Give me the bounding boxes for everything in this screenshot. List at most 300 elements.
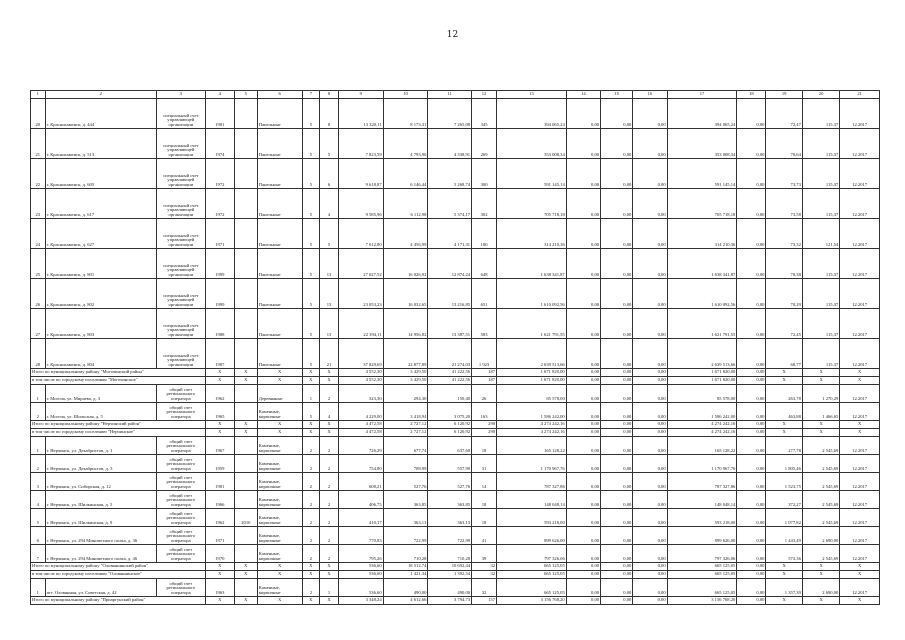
table-cell: 12.2017: [840, 339, 880, 369]
table-cell: 7 265,08: [428, 99, 472, 129]
table-cell: 12.2017: [840, 385, 880, 403]
table-cell: [234, 129, 257, 159]
table-cell: 18: [472, 437, 497, 455]
table-cell: Панельные: [257, 129, 302, 159]
table-cell: общий счет регионального оператора: [156, 437, 205, 455]
table-cell: 363,85: [428, 491, 472, 509]
table-cell: 797 326,06: [497, 545, 567, 563]
table-cell: 1 621 791,55: [497, 309, 567, 339]
total-row: [31, 571, 880, 579]
table-cell: 115,37: [802, 129, 839, 159]
total-cell: Х: [320, 377, 339, 385]
table-cell: 31: [472, 455, 497, 473]
table-cell: 1987: [205, 339, 234, 369]
total-label: Итого по муниципальному району "Нерчинский район": [31, 421, 206, 429]
table-cell: 0,00: [601, 339, 633, 369]
table-cell: 0,00: [633, 385, 667, 403]
total-cell: 665 125,05: [667, 563, 737, 571]
table-cell: 0,00: [633, 437, 667, 455]
table-cell: 22 877,89: [383, 339, 428, 369]
total-cell: 18 512,74: [383, 563, 428, 571]
table-cell: 12.2017: [840, 527, 880, 545]
header-cell: 17: [667, 91, 737, 99]
table-cell: 1: [31, 437, 46, 455]
table-cell: Каменные, кирпичные: [257, 579, 302, 597]
table-cell: 7 012,80: [338, 219, 383, 249]
table-cell: 899 626,00: [667, 527, 737, 545]
table-cell: специальный счет управляющей организации: [156, 159, 205, 189]
table-cell: 0,00: [633, 403, 667, 421]
table-cell: 12.2017: [840, 99, 880, 129]
total-cell: 290: [472, 429, 497, 437]
table-cell: Панельные: [257, 309, 302, 339]
table-cell: 2 639 513,66: [497, 339, 567, 369]
table-cell: 5: [302, 339, 320, 369]
total-cell: Х: [320, 597, 339, 605]
table-cell: 1 170 967,76: [497, 455, 567, 473]
table-cell: 12.2017: [840, 219, 880, 249]
table-cell: 0,00: [737, 189, 766, 219]
total-cell: Х: [234, 597, 257, 605]
table-cell: 18: [472, 491, 497, 509]
total-cell: 0,00: [601, 571, 633, 579]
table-cell: 5: [302, 189, 320, 219]
total-cell: Х: [840, 421, 880, 429]
table-cell: 12.2017: [840, 403, 880, 421]
table-cell: 4: [31, 491, 46, 509]
table-cell: Панельные: [257, 99, 302, 129]
table-row: [31, 437, 880, 455]
total-cell: Х: [320, 429, 339, 437]
table-cell: [234, 385, 257, 403]
table-cell: 0,00: [566, 385, 600, 403]
table-cell: 527,76: [428, 473, 472, 491]
table-cell: г. Краснокаменск, д. 627: [45, 219, 156, 249]
table-cell: 1971: [205, 219, 234, 249]
table-cell: 12.2017: [840, 473, 880, 491]
table-cell: 1 610 092,56: [497, 279, 567, 309]
table-cell: 12.2017: [840, 189, 880, 219]
header-cell: 5: [234, 91, 257, 99]
table-cell: 2 545,69: [802, 473, 839, 491]
housing-register-table: [30, 90, 880, 605]
table-cell: 1962: [205, 509, 234, 527]
table-cell: 26: [472, 385, 497, 403]
table-cell: 72,45: [766, 309, 802, 339]
header-cell: 3: [156, 91, 205, 99]
total-cell: Х: [302, 563, 320, 571]
total-cell: Х: [257, 369, 302, 377]
table-cell: 9 585,96: [338, 189, 383, 219]
header-cell: 8: [320, 91, 339, 99]
table-cell: 0,00: [737, 279, 766, 309]
table-cell: 32: [472, 579, 497, 597]
total-cell: 1 671 820,00: [667, 377, 737, 385]
table-cell: 1999: [205, 249, 234, 279]
total-cell: 3 429,50: [383, 369, 428, 377]
table-cell: 0,00: [566, 309, 600, 339]
total-cell: 0,00: [566, 571, 600, 579]
table-cell: 705 718,18: [497, 189, 567, 219]
total-cell: Х: [205, 571, 234, 579]
total-cell: Х: [257, 597, 302, 605]
header-cell: 10: [383, 91, 428, 99]
table-cell: 37 829,69: [338, 339, 383, 369]
total-label: Итого по муниципальному району "Приаргунский район": [31, 597, 206, 605]
total-cell: 32: [472, 571, 497, 579]
total-cell: 4 552,30: [338, 369, 383, 377]
total-cell: 32: [472, 563, 497, 571]
table-cell: 4: [320, 189, 339, 219]
total-cell: Х: [205, 377, 234, 385]
table-cell: 0,00: [566, 579, 600, 597]
table-cell: 1981: [205, 99, 234, 129]
table-cell: 4 456,99: [383, 219, 428, 249]
table-cell: 637,60: [428, 437, 472, 455]
table-cell: Каменные, кирпичные: [257, 403, 302, 421]
table-cell: г. Нерчинск, ул. 294 Минометного полка, д. 46: [45, 545, 156, 563]
table-cell: 1 077,82: [766, 509, 802, 527]
table-cell: 0,00: [601, 129, 633, 159]
total-cell: Х: [840, 369, 880, 377]
total-cell: 0,00: [566, 421, 600, 429]
table-cell: 115,37: [802, 339, 839, 369]
table-cell: 0,00: [601, 527, 633, 545]
table-cell: 14 956,82: [383, 309, 428, 339]
header-cell: 21: [840, 91, 880, 99]
table-cell: 39: [472, 545, 497, 563]
table-cell: 5: [320, 129, 339, 159]
table-cell: специальный счет управляющей организации: [156, 219, 205, 249]
total-cell: Х: [320, 571, 339, 579]
table-cell: 294,30: [383, 385, 428, 403]
header-cell: 6: [257, 91, 302, 99]
table-cell: 115,37: [802, 189, 839, 219]
table-row: [31, 339, 880, 369]
table-row: [31, 159, 880, 189]
total-cell: Х: [257, 421, 302, 429]
table-cell: 277,78: [766, 437, 802, 455]
table-cell: 394 065,24: [497, 99, 567, 129]
total-cell: 0,00: [566, 377, 600, 385]
table-cell: 490,00: [428, 579, 472, 597]
table-cell: 1: [31, 385, 46, 403]
table-cell: 1 466,65: [802, 403, 839, 421]
table-cell: 23 053,23: [338, 279, 383, 309]
table-cell: [234, 437, 257, 455]
table-cell: 5: [302, 309, 320, 339]
table-cell: общий счет регионального оператора: [156, 473, 205, 491]
table-cell: г. Могоча, ул. Шильская, д. 5: [45, 403, 156, 421]
table-cell: 651: [472, 279, 497, 309]
table-cell: 72,47: [766, 99, 802, 129]
table-row: [31, 491, 880, 509]
table-cell: 5: [302, 99, 320, 129]
table-cell: 754,80: [338, 455, 383, 473]
table-cell: 710,28: [428, 545, 472, 563]
table-cell: 115,37: [802, 249, 839, 279]
table-cell: 1999: [205, 279, 234, 309]
table-cell: [234, 403, 257, 421]
table-cell: 394 065,24: [667, 99, 737, 129]
table-cell: 583: [472, 309, 497, 339]
table-cell: 163: [472, 403, 497, 421]
table-cell: 21: [31, 129, 46, 159]
total-cell: 0,00: [737, 429, 766, 437]
table-cell: 0,00: [737, 159, 766, 189]
table-cell: 8: [320, 99, 339, 129]
table-row: [31, 403, 880, 421]
table-cell: 0,00: [601, 189, 633, 219]
total-cell: 1 671 820,00: [497, 377, 567, 385]
table-cell: Каменные, кирпичные: [257, 473, 302, 491]
table-cell: 1 638 341,87: [497, 249, 567, 279]
table-cell: 323,30: [338, 385, 383, 403]
table-cell: специальный счет управляющей организации: [156, 279, 205, 309]
table-cell: 0,00: [601, 309, 633, 339]
table-cell: 26: [31, 279, 46, 309]
table-cell: 27: [31, 309, 46, 339]
table-cell: 21: [320, 339, 339, 369]
total-cell: Х: [802, 369, 839, 377]
table-cell: г. Краснокаменск, д. 804: [45, 339, 156, 369]
header-cell: 13: [497, 91, 567, 99]
header-cell: 16: [633, 91, 667, 99]
table-row: [31, 99, 880, 129]
table-cell: 2: [302, 545, 320, 563]
table-cell: 2 545,69: [802, 455, 839, 473]
total-label: в том числе по городскому поселению "Нерчинское": [31, 429, 206, 437]
table-cell: 0,00: [566, 129, 600, 159]
table-cell: 4 338,91: [428, 129, 472, 159]
total-cell: 10 692,44: [428, 563, 472, 571]
table-cell: 0,00: [737, 579, 766, 597]
table-cell: 16 032,65: [383, 279, 428, 309]
table-cell: 490,00: [383, 579, 428, 597]
table-cell: г. Могоча, ул. Мираева, д. 3: [45, 385, 156, 403]
table-cell: [234, 455, 257, 473]
table-cell: 0,00: [601, 579, 633, 597]
total-cell: 1 421,34: [383, 571, 428, 579]
table-cell: 0,00: [633, 99, 667, 129]
table-cell: 1 443,49: [766, 527, 802, 545]
table-cell: 0,00: [566, 99, 600, 129]
table-cell: 5: [302, 249, 320, 279]
table-cell: 345: [472, 99, 497, 129]
table-cell: 0,00: [737, 129, 766, 159]
table-cell: 148 048,14: [497, 491, 567, 509]
table-cell: 115,37: [802, 279, 839, 309]
total-cell: 0,00: [737, 597, 766, 605]
table-cell: 12.2017: [840, 249, 880, 279]
table-cell: 2: [302, 509, 320, 527]
table-cell: 1971: [205, 527, 234, 545]
table-cell: 557,90: [428, 455, 472, 473]
total-cell: Х: [320, 421, 339, 429]
table-cell: 0,00: [737, 249, 766, 279]
table-row: [31, 219, 880, 249]
total-row: [31, 421, 880, 429]
table-cell: Каменные, кирпичные: [257, 491, 302, 509]
table-cell: Панельные: [257, 159, 302, 189]
table-cell: 2 545,69: [802, 491, 839, 509]
table-cell: 0,00: [633, 159, 667, 189]
total-cell: 0,00: [737, 377, 766, 385]
table-cell: 722,99: [428, 527, 472, 545]
table-cell: общий счет регионального оператора: [156, 579, 205, 597]
table-cell: 0,00: [633, 509, 667, 527]
table-cell: 22 394,11: [338, 309, 383, 339]
table-cell: 363,13: [383, 509, 428, 527]
total-cell: Х: [766, 429, 802, 437]
table-cell: общий счет регионального оператора: [156, 455, 205, 473]
total-cell: 1 671 820,00: [667, 369, 737, 377]
total-cell: 0,00: [737, 369, 766, 377]
table-row: [31, 309, 880, 339]
total-cell: 0,00: [566, 429, 600, 437]
table-cell: 1 270,29: [802, 385, 839, 403]
table-cell: 16 026,92: [383, 249, 428, 279]
total-cell: 4 274 242,16: [497, 429, 567, 437]
table-cell: 13: [320, 309, 339, 339]
table-cell: 2: [31, 455, 46, 473]
table-cell: 0,00: [737, 99, 766, 129]
total-cell: Х: [802, 597, 839, 605]
table-cell: Каменные, кирпичные: [257, 455, 302, 473]
total-cell: 0,00: [737, 421, 766, 429]
table-cell: г. Краснокаменск, д. 617: [45, 189, 156, 219]
table-cell: 0,00: [633, 455, 667, 473]
table-cell: г. Краснокаменск, д. 802: [45, 279, 156, 309]
table-cell: [234, 545, 257, 563]
table-cell: 0,00: [633, 339, 667, 369]
table-cell: 0,00: [633, 129, 667, 159]
table-cell: 41: [472, 527, 497, 545]
table-cell: [234, 473, 257, 491]
table-cell: 70,29: [766, 279, 802, 309]
total-cell: 0,00: [601, 429, 633, 437]
table-cell: 5: [302, 279, 320, 309]
table-cell: 0,00: [566, 189, 600, 219]
table-cell: 22: [31, 159, 46, 189]
table-cell: 0,00: [601, 437, 633, 455]
table-cell: 4 793,96: [383, 129, 428, 159]
table-row: [31, 509, 880, 527]
table-cell: 573,36: [766, 545, 802, 563]
table-cell: 0,00: [737, 545, 766, 563]
table-cell: 406,75: [338, 491, 383, 509]
total-cell: Х: [302, 377, 320, 385]
table-cell: 5: [302, 403, 320, 421]
total-cell: 0,00: [566, 369, 600, 377]
table-cell: 0,00: [737, 385, 766, 403]
table-cell: 0,00: [566, 455, 600, 473]
table-cell: 593 218,00: [497, 509, 567, 527]
total-cell: Х: [320, 369, 339, 377]
table-cell: 13 216,85: [428, 279, 472, 309]
total-cell: Х: [320, 563, 339, 571]
table-cell: 0,00: [566, 509, 600, 527]
table-cell: 0,00: [566, 159, 600, 189]
table-cell: 0,00: [737, 219, 766, 249]
table-cell: 1 357,39: [766, 579, 802, 597]
table-cell: 2 545,69: [802, 437, 839, 455]
table-cell: 0,00: [566, 527, 600, 545]
table-cell: [234, 309, 257, 339]
total-cell: Х: [257, 429, 302, 437]
table-cell: 0,00: [601, 249, 633, 279]
table-row: [31, 455, 880, 473]
table-cell: Панельные: [257, 219, 302, 249]
total-cell: Х: [302, 369, 320, 377]
table-row: [31, 249, 880, 279]
table-cell: 2 690,00: [802, 527, 839, 545]
total-cell: 187: [472, 377, 497, 385]
table-cell: 0,00: [633, 545, 667, 563]
table-cell: [234, 219, 257, 249]
table-cell: 5: [302, 129, 320, 159]
table-row: [31, 189, 880, 219]
table-cell: г. Нерчинск, ул. Декабристов, д. 1: [45, 437, 156, 455]
table-cell: 0,00: [566, 403, 600, 421]
table-cell: 24: [31, 219, 46, 249]
total-cell: 0,00: [601, 377, 633, 385]
table-cell: общий счет регионального оператора: [156, 545, 205, 563]
table-cell: 1962: [205, 385, 234, 403]
table-cell: Каменные, кирпичные: [257, 527, 302, 545]
table-cell: специальный счет управляющей организации: [156, 309, 205, 339]
table-cell: 3 075,20: [428, 403, 472, 421]
table-cell: 353 008,34: [497, 129, 567, 159]
table-cell: 20: [31, 99, 46, 129]
total-cell: 1 671 820,00: [497, 369, 567, 377]
table-cell: 1963: [205, 579, 234, 597]
total-cell: 3 429,50: [383, 377, 428, 385]
table-cell: г. Нерчинск, ул. Шилкинская, д. 9: [45, 509, 156, 527]
table-row: [31, 527, 880, 545]
table-cell: 0,00: [601, 279, 633, 309]
table-cell: 13 387,51: [428, 309, 472, 339]
total-cell: 3 156 768,20: [497, 597, 567, 605]
table-cell: 363,85: [383, 491, 428, 509]
table-cell: 5: [320, 219, 339, 249]
table-cell: 1: [320, 579, 339, 597]
table-cell: [234, 189, 257, 219]
table-cell: 2: [302, 579, 320, 597]
table-cell: 1988: [205, 309, 234, 339]
table-cell: 4: [320, 403, 339, 421]
table-cell: 14: [472, 473, 497, 491]
total-cell: Х: [766, 597, 802, 605]
table-cell: 7 823,59: [338, 129, 383, 159]
table-cell: г. Краснокаменск, д. 605: [45, 159, 156, 189]
table-cell: 1972: [205, 159, 234, 189]
table-cell: 12.2017: [840, 509, 880, 527]
total-cell: 536,60: [338, 571, 383, 579]
total-cell: 41 222,56: [428, 377, 472, 385]
total-cell: Х: [840, 571, 880, 579]
table-cell: 5: [31, 509, 46, 527]
table-cell: 12.2017: [840, 455, 880, 473]
table-cell: 770,83: [338, 527, 383, 545]
table-cell: 0,00: [737, 473, 766, 491]
header-cell: 9: [338, 91, 383, 99]
total-cell: 0,00: [601, 369, 633, 377]
header-cell: 18: [737, 91, 766, 99]
table-cell: 73,73: [766, 159, 802, 189]
total-cell: Х: [766, 563, 802, 571]
table-cell: 1 170 967,76: [667, 455, 737, 473]
